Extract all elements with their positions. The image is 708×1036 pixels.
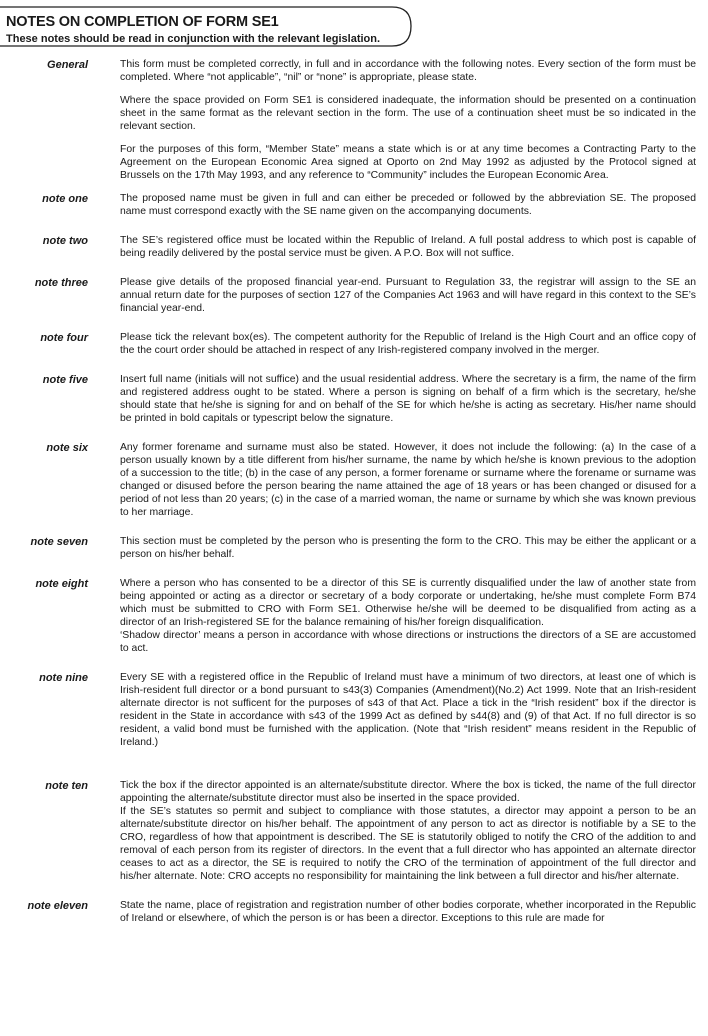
note-body: [120, 535, 696, 561]
note-label: note seven: [30, 536, 88, 548]
note-paragraph: If the SE’s statutes so permit and subject to compliance with those statutes, a director may appoint a person to be an alternate/substitute director on his/her behalf. The appointment of any person to act as director is notifiable by a SE to the CRO, regardless of how that appointment is described. The SE is statutorily obliged to notify the CRO of the addition to and removal of each person from its register of directors. In the event that a full director who has appointed an alternate director ceases to act as a director, the SE is required to notify the CRO of the termination of appointment of the full director and his/her alternate. Note: CRO accepts no responsibility for maintaining the link between a full director and his/her alternate.: [120, 806, 696, 882]
note-two: [0, 234, 708, 260]
note-paragraph: For the purposes of this form, “Member State” means a state which is or at any time becomes a Contracting Party to the Agreement on the European Economic Area signed at Oporto on 2nd May 1992 as adjusted by the Protocol signed at Brussels on the 17th May 1993, and any reference to “Community” includes the European Economic Area.: [120, 144, 696, 181]
note-paragraph: Please give details of the proposed financial year-end. Pursuant to Regulation 33, the registrar will assign to the SE an annual return date for the purposes of section 127 of the Companies Act 1963 and will have regard in this context to the SE’s financial year-end.: [120, 277, 696, 314]
form-header: [0, 6, 414, 46]
note-label: note six: [46, 442, 88, 454]
note-paragraph: State the name, place of registration and registration number of other bodies corporate, whether incorporated in the Republic of Ireland or elsewhere, of which the person is or has been a director. Exceptions to this rule are made for: [120, 900, 696, 924]
note-label: note eight: [35, 578, 88, 590]
note-ten: [0, 779, 708, 883]
note-body: [120, 192, 696, 218]
note-one: [0, 192, 708, 218]
note-body: [120, 671, 696, 749]
note-body: [120, 577, 696, 655]
page-title: NOTES ON COMPLETION OF FORM SE1: [6, 14, 279, 30]
note-label: General: [47, 59, 88, 71]
note-label: note eleven: [27, 900, 88, 912]
note-body: [120, 58, 696, 182]
notes-list: [0, 58, 708, 925]
note-six: [0, 441, 708, 519]
note-label: note two: [42, 235, 88, 247]
note-paragraph: This section must be completed by the person who is presenting the form to the CRO. This may be either the applicant or a person on his/her behalf.: [120, 536, 696, 560]
note-label: note ten: [45, 780, 88, 792]
note-nine: [0, 671, 708, 749]
note-body: [120, 779, 696, 883]
note-label: note three: [34, 277, 88, 289]
note-paragraph: This form must be completed correctly, in full and in accordance with the following notes. Every section of the form must be completed. Where “not applicable”, “nil” or “none” is appropriate, please state.: [120, 59, 696, 83]
note-paragraph: The SE’s registered office must be located within the Republic of Ireland. A full postal address to which post is capable of being readily delivered by the postal service must be given. A P.O. Box will not suffice.: [120, 235, 696, 259]
note-body: [120, 441, 696, 519]
page-subtitle: These notes should be read in conjunction with the relevant legislation.: [6, 33, 381, 45]
note-label: note nine: [39, 672, 88, 684]
note-paragraph: Please tick the relevant box(es). The competent authority for the Republic of Ireland is the High Court and an office copy of the the court order should be attached in respect of any Irish-registered company involved in the merger.: [120, 332, 696, 356]
note-label: note one: [42, 193, 88, 205]
note-paragraph: ‘Shadow director’ means a person in accordance with whose directions or instructions the directors of a SE are accustomed to act.: [120, 630, 696, 654]
note-general: [0, 58, 708, 182]
note-paragraph: Insert full name (initials will not suffice) and the usual residential address. Where the secretary is a firm, the name of the firm and registered address ought to be stated. Where a person is signing on behalf of a firm which is the secretary, he/she should state that he/she is signing for and on behalf of the SE for which he/she is acting as secretary. His/her name should be printed in bold capitals or typescript below the signature.: [120, 374, 696, 424]
note-paragraph: Where the space provided on Form SE1 is considered inadequate, the information should be presented on a continuation sheet in the same format as the relevant section in the form. The use of a continuation sheet must be so indicated in the relevant section.: [120, 95, 696, 132]
note-label: note five: [42, 374, 88, 386]
note-eleven: [0, 899, 708, 925]
note-eight: [0, 577, 708, 655]
note-body: [120, 373, 696, 425]
note-body: [120, 234, 696, 260]
note-label: note four: [40, 332, 88, 344]
note-three: [0, 276, 708, 315]
note-body: [120, 331, 696, 357]
note-four: [0, 331, 708, 357]
note-body: [120, 276, 696, 315]
note-paragraph: Where a person who has consented to be a director of this SE is currently disqualified under the law of another state from being appointed or acting as a director or secretary of a body corporate or undertaking, he/she must complete Form B74 which must be submitted to CRO with Form SE1. Otherwise he/she will be deemed to be disqualified from acting as a director of an Irish-registered SE for the balance remaining of his/her foreign disqualification.: [120, 578, 696, 628]
note-paragraph: The proposed name must be given in full and can either be preceded or followed by the abbreviation SE. The proposed name must correspond exactly with the SE name given on the accompanying documents.: [120, 193, 696, 217]
note-paragraph: Any former forename and surname must also be stated. However, it does not include the following: (a) In the case of a person usually known by a title different from his/her surname, the name by which he/she is known previous to the adoption of a succession to the title; (b) in the case of any person, a former forename or surname where the forename or surname was changed or disused before the person bearing the name attained the age of 18 years or has been changed or disused for a period of not less than 20 years; (c) in the case of a married woman, the name or surname by which she was known previous to her marriage.: [120, 442, 696, 518]
note-paragraph: Tick the box if the director appointed is an alternate/substitute director. Where the box is ticked, the name of the full director appointing the alternate/substitute director must also be inserted in the space provided.: [120, 780, 696, 804]
note-seven: [0, 535, 708, 561]
note-five: [0, 373, 708, 425]
note-body: [120, 899, 696, 925]
note-paragraph: Every SE with a registered office in the Republic of Ireland must have a minimum of two directors, at least one of which is Irish-resident full director or a bond pursuant to s43(3) Companies (Amendment)(No.2) Act 1999. Note that an Irish-resident alternate director is not sufficent for the purposes of s43 of that Act. Place a tick in the “Irish resident” box if the director is resident in the State in accordance with s43 of the 1999 Act as defined by s44(8) and (9) of that Act. If no full director is so resident, a valid bond must be furnished with the application. (Note that “Irish resident” means resident in the Republic of Ireland.): [120, 672, 696, 748]
